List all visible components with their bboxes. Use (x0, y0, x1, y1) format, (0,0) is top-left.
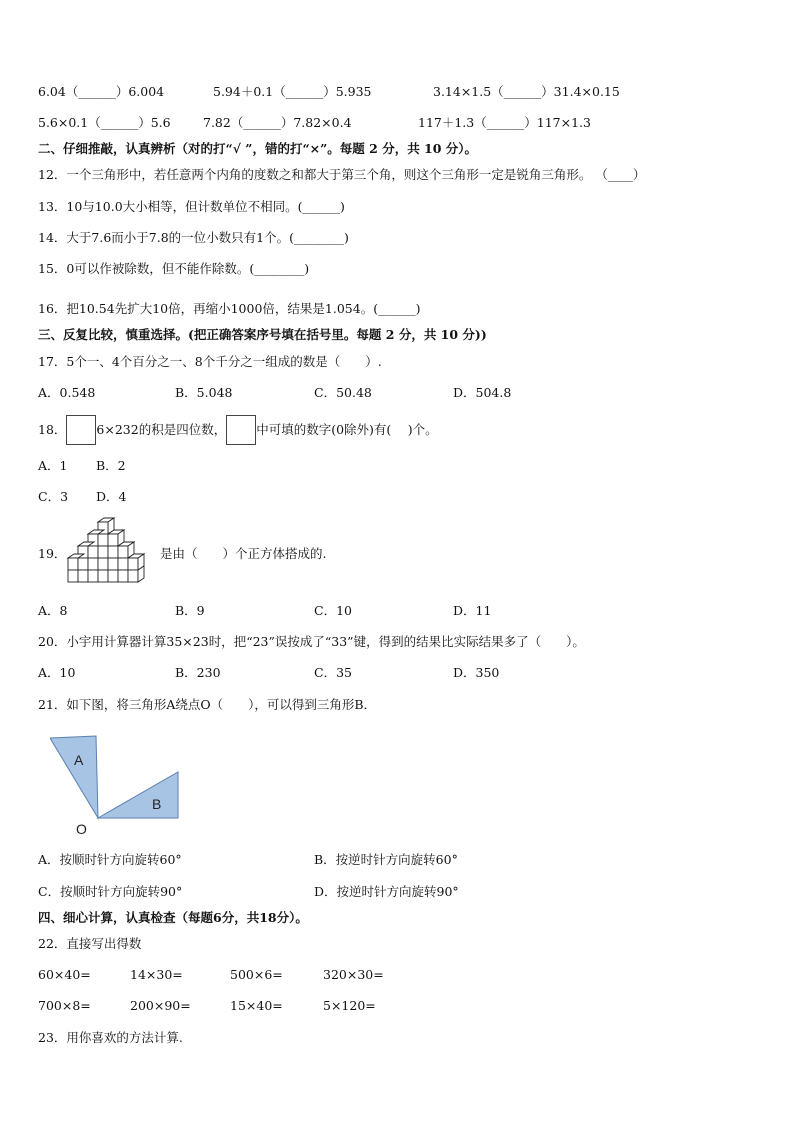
option: B．2 (96, 458, 126, 473)
option: B．9 (175, 603, 205, 618)
calc-item: 5×120= (323, 998, 376, 1013)
option: A．0.548 (38, 385, 96, 400)
blank-box (66, 415, 96, 445)
question-16: 16．把10.54先扩大10倍，再缩小1000倍，结果是1.054。(______) (38, 301, 421, 316)
calc-item: 14×30= (130, 967, 183, 982)
question-20: 20．小宇用计算器计算35×23时，把“23”误按成了“33”键，得到的结果比实际结果多了（ ）。 (38, 634, 585, 649)
option: B．按逆时针方向旋转60° (314, 852, 458, 867)
calc-item: 320×30= (323, 967, 384, 982)
blank-box (226, 415, 256, 445)
option: D．504.8 (453, 385, 512, 400)
rotation-figure (50, 730, 190, 840)
question-19: 是由（ ）个正方体搭成的. (160, 546, 327, 561)
question-12: 12．一个三角形中，若任意两个内角的度数之和都大于第三个角，则这个三角形一定是锐角三角形。 （____） (38, 167, 646, 182)
option: A．按顺时针方向旋转60° (38, 852, 182, 867)
compare-item: 7.82（______）7.82×0.4 (203, 115, 352, 130)
label-a: A (74, 752, 84, 768)
compare-item: 5.94＋0.1（______）5.935 (213, 84, 372, 99)
triangle-a (50, 736, 98, 818)
question-15: 15．0可以作被除数，但不能作除数。(________) (38, 261, 310, 276)
question-14: 14．大于7.6而小于7.8的一位小数只有1个。(________) (38, 230, 349, 245)
compare-item: 5.6×0.1（______）5.6 (38, 115, 171, 130)
question-13: 13．10与10.0大小相等，但计数单位不相同。(______) (38, 199, 345, 214)
calc-item: 60×40= (38, 967, 91, 982)
cube-stack-figure (66, 516, 154, 588)
question-23: 23．用你喜欢的方法计算. (38, 1030, 183, 1045)
question-text: 中可填的数字(0除外)有( )个。 (256, 421, 438, 437)
option: A．1 (38, 458, 68, 473)
question-18 (38, 414, 438, 445)
compare-item: 6.04（______）6.004 (38, 84, 165, 99)
option: C．3 (38, 489, 69, 504)
question-number: 19． (38, 546, 67, 561)
calc-item: 200×90= (130, 998, 191, 1013)
label-b: B (152, 796, 162, 812)
option: B．230 (175, 665, 221, 680)
question-22: 22．直接写出得数 (38, 936, 142, 951)
section-title: 三、反复比较，慎重选择。(把正确答案序号填在括号里。每题 2 分，共 10 分)) (38, 327, 487, 342)
question-17: 17．5个一、4个百分之一、8个千分之一组成的数是（ ）. (38, 354, 382, 369)
option: C．35 (314, 665, 352, 680)
compare-item: 117＋1.3（______）117×1.3 (418, 115, 591, 130)
option: C．按顺时针方向旋转90° (38, 884, 183, 899)
compare-item: 3.14×1.5（______）31.4×0.15 (433, 84, 620, 99)
triangle-b (98, 772, 178, 818)
option: D．按逆时针方向旋转90° (314, 884, 459, 899)
section-title: 四、细心计算，认真检查（每题6分，共18分）。 (38, 910, 308, 925)
calc-item: 700×8= (38, 998, 91, 1013)
option: A．8 (38, 603, 68, 618)
option: D．11 (453, 603, 492, 618)
question-21: 21．如下图，将三角形A绕点O（ ），可以得到三角形B． (38, 697, 377, 712)
option: A．10 (38, 665, 76, 680)
calc-item: 500×6= (230, 967, 283, 982)
option: D．350 (453, 665, 500, 680)
label-o: O (76, 821, 87, 837)
question-number: 18． (38, 421, 67, 437)
option: C．50.48 (314, 385, 372, 400)
section-title: 二、仔细推敲，认真辨析（对的打“√ ”，错的打“×”。每题 2 分，共 10 分）。 (38, 141, 478, 156)
option: B．5.048 (175, 385, 233, 400)
option: C．10 (314, 603, 352, 618)
question-text: 6×232的积是四位数， (96, 421, 227, 437)
option: D．4 (96, 489, 127, 504)
calc-item: 15×40= (230, 998, 283, 1013)
